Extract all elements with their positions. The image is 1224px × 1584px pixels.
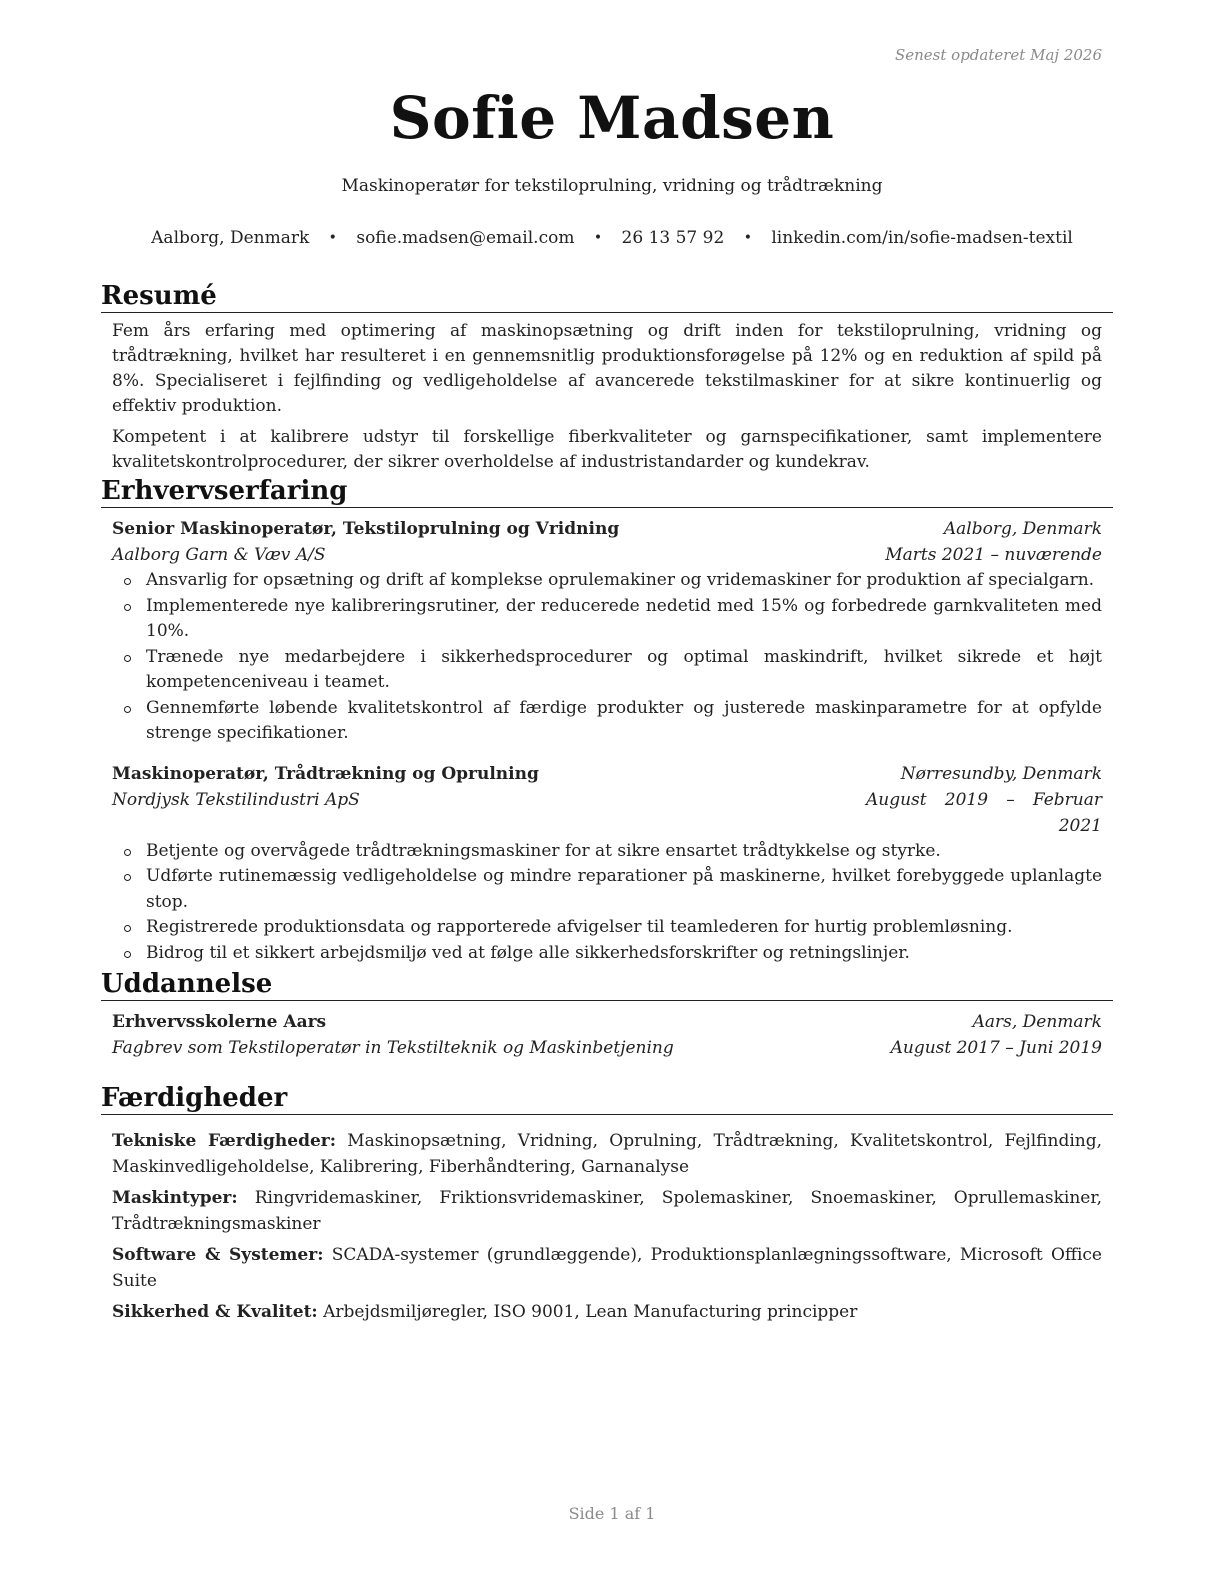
section-title-education: Uddannelse [101, 969, 1113, 1001]
bullet-item: Implementerede nye kalibreringsrutiner, der reducerede nedetid med 15% og forbedrede garnkvaliteten med 10%. [146, 594, 1102, 645]
bullet-item: Ansvarlig for opsætning og drift af komplekse oprulemakiner og vridemaskiner for produktion af specialgarn. [146, 568, 1102, 594]
skill-group-label: Software & Systemer: [112, 1245, 324, 1265]
school-location: Aars, Denmark [972, 1012, 1102, 1032]
last-updated: Senest opdateret Maj 2026 [894, 46, 1102, 64]
education-section [101, 969, 1113, 1061]
bullet-item: Gennemførte løbende kvalitetskontrol af færdige produkter og justerede maskinparametre for at opfylde strenge specifikationer. [146, 696, 1102, 747]
job-role: Senior Maskinoperatør, Tekstiloprulning og Vridning [112, 519, 620, 539]
separator-bullet: • [328, 230, 337, 246]
skill-group-label: Sikkerhed & Kvalitet: [112, 1302, 318, 1322]
school-name: Erhvervsskolerne Aars [112, 1012, 327, 1032]
section-title-skills: Færdigheder [101, 1083, 1113, 1115]
candidate-name: Sofie Madsen [389, 84, 835, 152]
skill-group-label: Maskintyper: [112, 1188, 238, 1208]
degree: Fagbrev som Tekstiloperatør in Tekstilteknik og Maskinbetjening [112, 1038, 674, 1058]
bullet-item: Trænede nye medarbejdere i sikkerhedsprocedurer og optimal maskindrift, hvilket sikrede et højt kompetenceniveau i teamet. [146, 645, 1102, 696]
skills-section [101, 1083, 1113, 1326]
education-dates: August 2017 – Juni 2019 [890, 1038, 1102, 1058]
separator-bullet: • [593, 230, 603, 246]
job-role: Maskinoperatør, Trådtrækning og Oprulning [112, 763, 539, 784]
job-dates: Marts 2021 – nuværende [885, 545, 1102, 565]
headline: Maskinoperatør for tekstiloprulning, vridning og trådtrækning [341, 176, 883, 196]
page-footer: Side 1 af 1 [568, 1504, 656, 1523]
separator-bullet: • [743, 230, 752, 246]
bullet-item: Betjente og overvågede trådtrækningsmaskiner for at sikre ensartet trådtykkelse og styrke. [146, 839, 1102, 865]
section-title-summary: Resumé [101, 281, 1113, 313]
skill-group [112, 1129, 1102, 1180]
skill-group [112, 1186, 1102, 1237]
skill-group-text: Arbejdsmiljøregler, ISO 9001, Lean Manufacturing principper [323, 1302, 858, 1322]
summary-paragraph: Fem års erfaring med optimering af maskinopsætning og drift inden for tekstiloprulning, vridning og trådtrækning, hvilket har resulteret i en gennemsnitlig produktionsforøgelse på 12% og en reduktion af spild på 8%. Specialiseret i fejlfinding og vedligeholdelse af avancerede tekstilmaskiner for at sikre kontinuerlig og effektiv produktion. [112, 321, 1102, 416]
job-dates: August 2019 – Februar 2021 [866, 789, 1102, 836]
job-bullets [112, 568, 1102, 747]
summary-section [101, 281, 1113, 475]
section-title-experience: Erhvervserfaring [101, 476, 1113, 508]
email-link[interactable]: sofie.madsen@email.com [356, 228, 575, 248]
job-bullets [112, 839, 1102, 967]
experience-section [101, 476, 1113, 966]
job-company: Nordjysk Tekstilindustri ApS [112, 789, 360, 810]
skill-group [112, 1300, 1102, 1326]
bullet-item: Registrerede produktionsdata og rapporterede afvigelser til teamlederen for hurtig problemløsning. [146, 915, 1102, 941]
job-location: Nørresundby, Denmark [900, 763, 1102, 784]
bullet-item: Bidrog til et sikkert arbejdsmiljø ved at følge alle sikkerhedsforskrifter og retningslinjer. [146, 941, 1102, 967]
job-entry [112, 516, 1102, 747]
education-entry [112, 1009, 1102, 1061]
skill-group-text: Maskinopsætning, Vridning, Oprulning, Trådtrækning, Kvalitetskontrol, Fejlfinding, Maskinvedligeholdelse, Kalibrering, Fiberhåndtering, Garnanalyse [112, 1131, 1102, 1177]
job-entry [112, 761, 1102, 967]
job-location: Aalborg, Denmark [943, 519, 1102, 539]
skill-group-label: Tekniske Færdigheder: [112, 1131, 337, 1151]
contact-line [0, 228, 1224, 248]
contact-location: Aalborg, Denmark [151, 228, 310, 248]
summary-paragraph: Kompetent i at kalibrere udstyr til forskellige fiberkvaliteter og garnspecifikationer, samt implementere kvalitetskontrolprocedurer, der sikrer overholdelse af industristandarder og kundekrav. [112, 427, 1102, 472]
linkedin-link[interactable]: linkedin.com/in/sofie-madsen-textil [771, 228, 1073, 248]
skill-group-text: SCADA-systemer (grundlæggende), Produktionsplanlægningssoftware, Microsoft Office Suite [112, 1245, 1102, 1291]
contact-phone: 26 13 57 92 [621, 228, 725, 248]
skill-group-text: Ringvridemaskiner, Friktionsvridemaskiner, Spolemaskiner, Snoemaskiner, Oprullemaskiner, Trådtrækningsmaskiner [112, 1188, 1103, 1234]
skill-group [112, 1243, 1102, 1294]
job-company: Aalborg Garn & Væv A/S [112, 545, 326, 565]
bullet-item: Udførte rutinemæssig vedligeholdelse og mindre reparationer på maskinerne, hvilket forebyggede uplanlagte stop. [146, 864, 1102, 915]
